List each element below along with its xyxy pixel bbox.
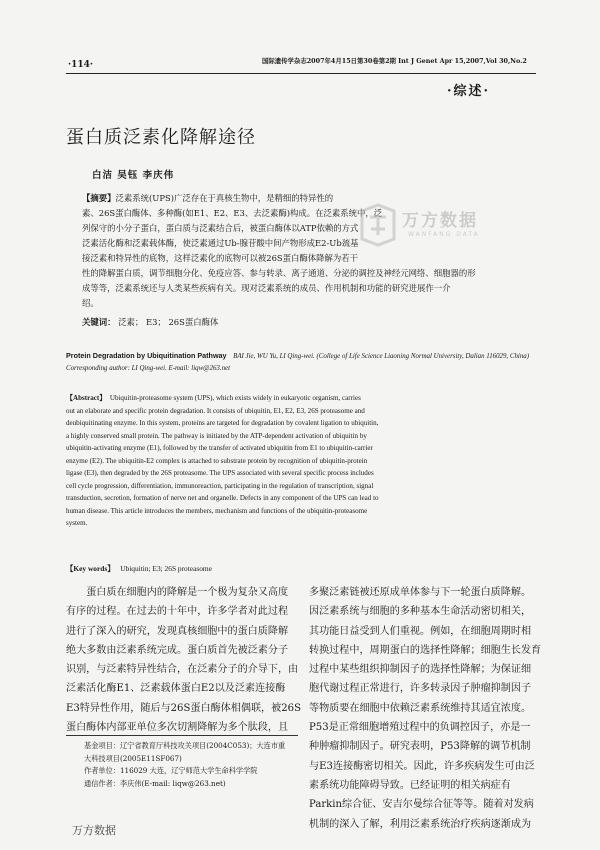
body-line: E3特异性作用，随后与26S蛋白酶体相偶联，被26S — [66, 702, 301, 714]
body-line: 识别，与泛素特异性结合，在泛素分子的介导下，由 — [66, 664, 299, 676]
footnote-line: 通信作者：李庆伟(E-mail: liqw@263.net) — [84, 778, 226, 788]
watermark-logo-cn: 万方数据 — [402, 211, 478, 231]
keywords-en — [66, 563, 212, 574]
body-line: 等物质要在细胞中依赖泛素系统维持其适宜浓度。 — [309, 702, 532, 714]
abstract-cn-line: 列保守的小分子蛋白，蛋白质与泛素结合后，被蛋白酶体以ATP依赖的方式 — [82, 223, 359, 233]
footnote-line: 大科技项目(2005E11SF067) — [84, 753, 182, 763]
abstract-en-line: ligase (E3), then degraded by the 26S proteasome. The UPS associated with several specific process includes — [66, 469, 374, 478]
abstract-en-label: 【Abstract】 — [66, 394, 107, 402]
body-line: 蛋白酶体内部亚单位多次切割降解为多个肽段，且 — [66, 722, 289, 734]
abstract-en-line: system. — [66, 519, 88, 528]
abstract-cn-line: 泛素系统(UPS)广泛存在于真核生物中，是精细的特异性的 — [115, 193, 334, 203]
abstract-cn-line: 性的降解蛋白质，调节细胞分化、免疫应答、参与转录、离子通道、分泌的调控及神经元网络、细胞器的形 — [82, 268, 476, 278]
body-line: P53是正常细胞增殖过程中的负调控因子，亦是一 — [309, 722, 531, 734]
keywords-en-label: 【Key words】 — [66, 564, 115, 573]
footnote-line: 基金项目：辽宁省教育厅科技攻关项目(2004C053)；大连市重 — [84, 741, 286, 750]
body-column-right — [309, 583, 541, 834]
keywords-cn-values: 泛素； E3； 26S蛋白酶体 — [118, 317, 219, 327]
en-title: Protein Degradation by Ubiquitination Pathway — [66, 351, 227, 360]
body-line: 素系统功能障碍导致。已经证明的相关病症有 — [309, 779, 511, 791]
body-line: 转换过程中，周期蛋白的选择性降解；细胞生长发育 — [309, 644, 542, 656]
body-line: Parkin综合征、安吉尔曼综合征等等。随着对发病 — [309, 799, 534, 811]
abstract-cn-line: 绍。 — [82, 298, 99, 308]
abstract-en-line: out an elaborate and specific protein degradation. It consists of ubiquitin, E1, E2, E3, 26S proteasome and — [66, 406, 365, 415]
footnote-line: 作者单位：116029 大连，辽宁师范大学生命科学学院 — [84, 766, 258, 775]
body-line: 进行了深入的研究，发现真核细胞中的蛋白质降解 — [66, 625, 289, 637]
abstract-cn-line: 接泛素和特异性的底物，这样泛素化的底物可以被26S蛋白酶体降解为若干 — [82, 253, 359, 263]
wanfang-footer-watermark: 万方数据 — [72, 824, 116, 837]
body-line: 过程中某些组织抑制因子的选择性降解；为保证细 — [309, 664, 532, 676]
abstract-en-line: cell cycle progression, differentiation, immunoreaction, participating in the regulation of transcription, signal — [66, 481, 374, 490]
abstract-cn-line: 成等等，泛素系统还与人类某些疾病有关。现对泛素系统的成员、作用机制和功能的研究进展作一介 — [82, 283, 451, 293]
section-label: ·综述· — [447, 84, 491, 99]
body-line: 其功能日益受到人们重视。例如，在细胞周期时相 — [309, 625, 532, 637]
en-authors-affiliation: BAI Jie, WU Yu, LI Qing-wei. (College of Life Science Liaoning Normal University, Dalian 116029, China) — [233, 353, 530, 360]
keywords-cn-label: 关键词： — [82, 317, 116, 327]
abstract-en — [66, 392, 536, 530]
abstract-en-line: transduction, secretion, formation of nerve net and organelle. Defects in any component of the UPS can lead to — [66, 494, 379, 503]
wanfang-watermark-logo — [358, 203, 498, 251]
footnotes — [84, 740, 285, 790]
watermark-logo-en: WANFANG DATA — [408, 231, 480, 238]
corresponding-author: Corresponding author: LI Qing-wei. E-mail: liqw@263.net — [66, 364, 230, 372]
footnote-rule — [66, 735, 298, 736]
abstract-en-line: deubiquitinating enzyme. In this system, proteins are targeted for degradation by covalent ligation to ubiquitin, — [66, 419, 379, 428]
journal-info: 国际遗传学杂志2007年4月15日第30卷第2期 Int J Genet Apr 15,2007,Vol 30,No.2 — [262, 57, 527, 65]
body-line: 机制的深入了解，利用泛素系统治疗疾病逐渐成为 — [309, 818, 532, 830]
body-line: 种肿瘤抑制因子。研究表明，P53降解的调节机制 — [309, 741, 531, 753]
body-line: 泛素活化酶E1、泛素载体蛋白E2以及泛素连接酶 — [66, 683, 286, 695]
abstract-cn-line: 泛素活化酶和泛素载体酶，使泛素通过Ub-腺苷酸中间产物形成E2-Ub巯基 — [82, 238, 359, 248]
body-line: 与E3连接酶密切相关。因此，许多疾病发生可由泛 — [309, 760, 535, 772]
abstract-en-line: a highly conserved small protein. The pathway is initiated by the ATP-dependent activation of ubiquitin by — [66, 431, 367, 440]
keywords-en-values: Ubiquitin; E3; 26S proteasome — [120, 564, 212, 573]
body-line: 胞代谢过程正常进行，许多转录因子肿瘤抑制因子 — [309, 683, 532, 695]
wanfang-logo-icon — [358, 203, 398, 247]
abstract-en-line: enzyme (E2). The ubiquitin-E2 complex is attached to substrate protein by recognition of ubiquitin-protein — [66, 456, 368, 465]
abstract-en-line: Ubiquitin-proteasome system (UPS), which exists widely in eukaryotic organism, carries — [109, 394, 361, 402]
body-line: 有序的过程。在过去的十年中，许多学者对此过程 — [66, 606, 289, 618]
body-line: 因泛素系统与细胞的多种基本生命活动密切相关， — [309, 606, 532, 618]
page-number: ·114· — [68, 60, 94, 70]
body-line: 蛋白质在细胞内的降解是一个极为复杂又高度 — [86, 587, 289, 598]
body-line: 多聚泛素链被还原成单体参与下一轮蛋白质降解。 — [309, 587, 532, 598]
author-list: 白洁 吴钰 李庆伟 — [92, 170, 175, 181]
body-column-left — [66, 583, 301, 737]
body-line: 绝大多数由泛素系统完成。蛋白质首先被泛素分子 — [66, 644, 289, 656]
abstract-cn-line: 素、26S蛋白酶体、多种酶(如E1、E2、E3、去泛素酶)构成。在泛素系统中，泛 — [82, 208, 383, 218]
english-header — [66, 350, 536, 374]
header-rule — [66, 73, 536, 74]
abstract-en-line: human disease. This article introduces the members, mechanism and functions of the ubiquitin-proteasome — [66, 506, 368, 515]
article-title: 蛋白质泛素化降解途径 — [66, 127, 256, 148]
keywords-cn — [82, 316, 218, 328]
abstract-cn-label: 【摘要】 — [82, 193, 116, 203]
abstract-en-line: ubiquitin-activating enzyme (E1), followed by the transfer of activated ubiquitin from E1 to ubiquitin-carrier — [66, 444, 373, 453]
